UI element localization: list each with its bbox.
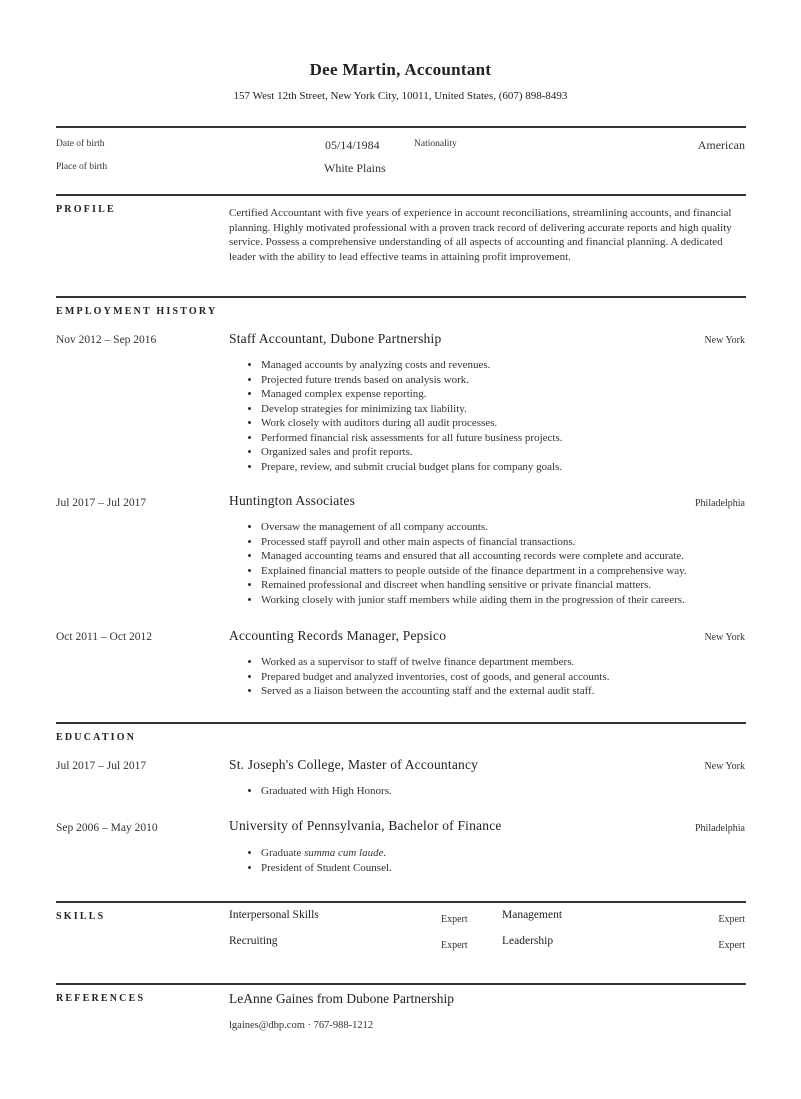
nationality-label: Nationality	[414, 139, 457, 149]
list-item: • Remained professional and discreet when handling sensitive or private financial matters.	[261, 578, 687, 593]
skill-level: Expert	[441, 940, 468, 951]
list-item: • Processed staff payroll and other main aspects of financial transactions.	[261, 535, 687, 550]
skill-name: Recruiting	[229, 935, 278, 947]
pob-label: Place of birth	[56, 162, 108, 172]
list-item: • Oversaw the management of all company accounts.	[261, 520, 687, 535]
dob-label: Date of birth	[56, 139, 105, 149]
section-title-employment: EMPLOYMENT HISTORY	[56, 306, 218, 317]
reference-contact[interactable]: lgaines@dbp.com · 767-988-1212	[229, 1020, 374, 1031]
list-item: • Worked as a supervisor to staff of twelve finance department members.	[261, 655, 610, 670]
skill-level: Expert	[718, 940, 745, 951]
list-item: • President of Student Counsel.	[261, 861, 392, 876]
divider	[56, 194, 746, 196]
section-title-profile: PROFILE	[56, 204, 116, 215]
education-title: University of Pennsylvania, Bachelor of Finance	[229, 818, 502, 833]
job-city: New York	[704, 632, 745, 643]
education-city: Philadelphia	[695, 823, 745, 834]
section-title-education: EDUCATION	[56, 732, 137, 743]
job-bullets	[245, 655, 610, 699]
divider	[56, 983, 746, 985]
dob-value: 05/14/1984	[325, 138, 380, 152]
education-dates: Sep 2006 – May 2010	[56, 822, 158, 834]
resume-address: 157 West 12th Street, New York City, 10011, United States, (607) 898-8493	[233, 90, 568, 102]
list-item: • Performed financial risk assessments for all future business projects.	[261, 431, 563, 446]
resume-name: Dee Martin, Accountant	[309, 60, 492, 79]
job-title: Accounting Records Manager, Pepsico	[229, 628, 447, 643]
list-item: • Graduated with High Honors.	[261, 784, 392, 799]
bullet-text: Graduate	[261, 847, 305, 859]
divider	[56, 901, 746, 903]
section-title-references: REFERENCES	[56, 993, 146, 1004]
job-dates: Nov 2012 – Sep 2016	[56, 334, 157, 346]
divider	[56, 296, 746, 298]
job-title: Staff Accountant, Dubone Partnership	[229, 331, 442, 346]
list-item: • Managed accounts by analyzing costs and revenues.	[261, 358, 563, 373]
job-bullets	[245, 520, 687, 607]
job-dates: Oct 2011 – Oct 2012	[56, 631, 153, 643]
reference-name: LeAnne Gaines from Dubone Partnership	[229, 991, 454, 1006]
list-item: • Prepare, review, and submit crucial budget plans for company goals.	[261, 460, 563, 475]
bullet-italic-text: summa cum laude.	[304, 847, 387, 859]
skill-name: Leadership	[502, 935, 554, 947]
education-city: New York	[704, 761, 745, 772]
nationality-value: American	[697, 138, 745, 152]
list-item: • Managed complex expense reporting.	[261, 387, 563, 402]
skill-name: Interpersonal Skills	[229, 909, 319, 921]
profile-text: Certified Accountant with five years of experience in account reconciliations, streamlining accounts, and financial planning. Highly motivated professional with a proven track record of delivering accurate reports and high quality service. Possess a comprehensive understanding of all aspects of accounting and financial planning. A dedicated leader with the ability to lead effective teams in attaining profit improvement.	[229, 207, 732, 263]
education-bullets	[245, 846, 392, 875]
divider	[56, 722, 746, 724]
list-item: • Served as a liaison between the accounting staff and the external audit staff.	[261, 684, 610, 699]
skill-level: Expert	[718, 914, 745, 925]
list-item: • Working closely with junior staff members while aiding them in the progression of their careers.	[261, 593, 687, 608]
job-title: Huntington Associates	[229, 493, 356, 508]
list-item: • Organized sales and profit reports.	[261, 445, 563, 460]
job-city: New York	[704, 335, 745, 346]
pob-value: White Plains	[324, 161, 386, 175]
list-item: • Managed accounting teams and ensured that all accounting records were complete and accurate.	[261, 549, 687, 564]
job-dates: Jul 2017 – Jul 2017	[56, 497, 147, 509]
list-item	[261, 846, 392, 861]
skill-name: Management	[502, 909, 563, 921]
education-dates: Jul 2017 – Jul 2017	[56, 760, 147, 772]
job-city: Philadelphia	[695, 498, 745, 509]
list-item: • Develop strategies for minimizing tax liability.	[261, 402, 563, 417]
list-item: • Work closely with auditors during all audit processes.	[261, 416, 563, 431]
education-bullets	[245, 784, 392, 799]
skill-level: Expert	[441, 914, 468, 925]
list-item: • Prepared budget and analyzed inventories, cost of goods, and general accounts.	[261, 670, 610, 685]
section-title-skills: SKILLS	[56, 911, 106, 922]
list-item: • Explained financial matters to people outside of the finance department in a comprehensive way.	[261, 564, 687, 579]
divider	[56, 126, 746, 128]
education-title: St. Joseph's College, Master of Accountancy	[229, 757, 479, 772]
list-item: • Projected future trends based on analysis work.	[261, 373, 563, 388]
job-bullets	[245, 358, 563, 474]
